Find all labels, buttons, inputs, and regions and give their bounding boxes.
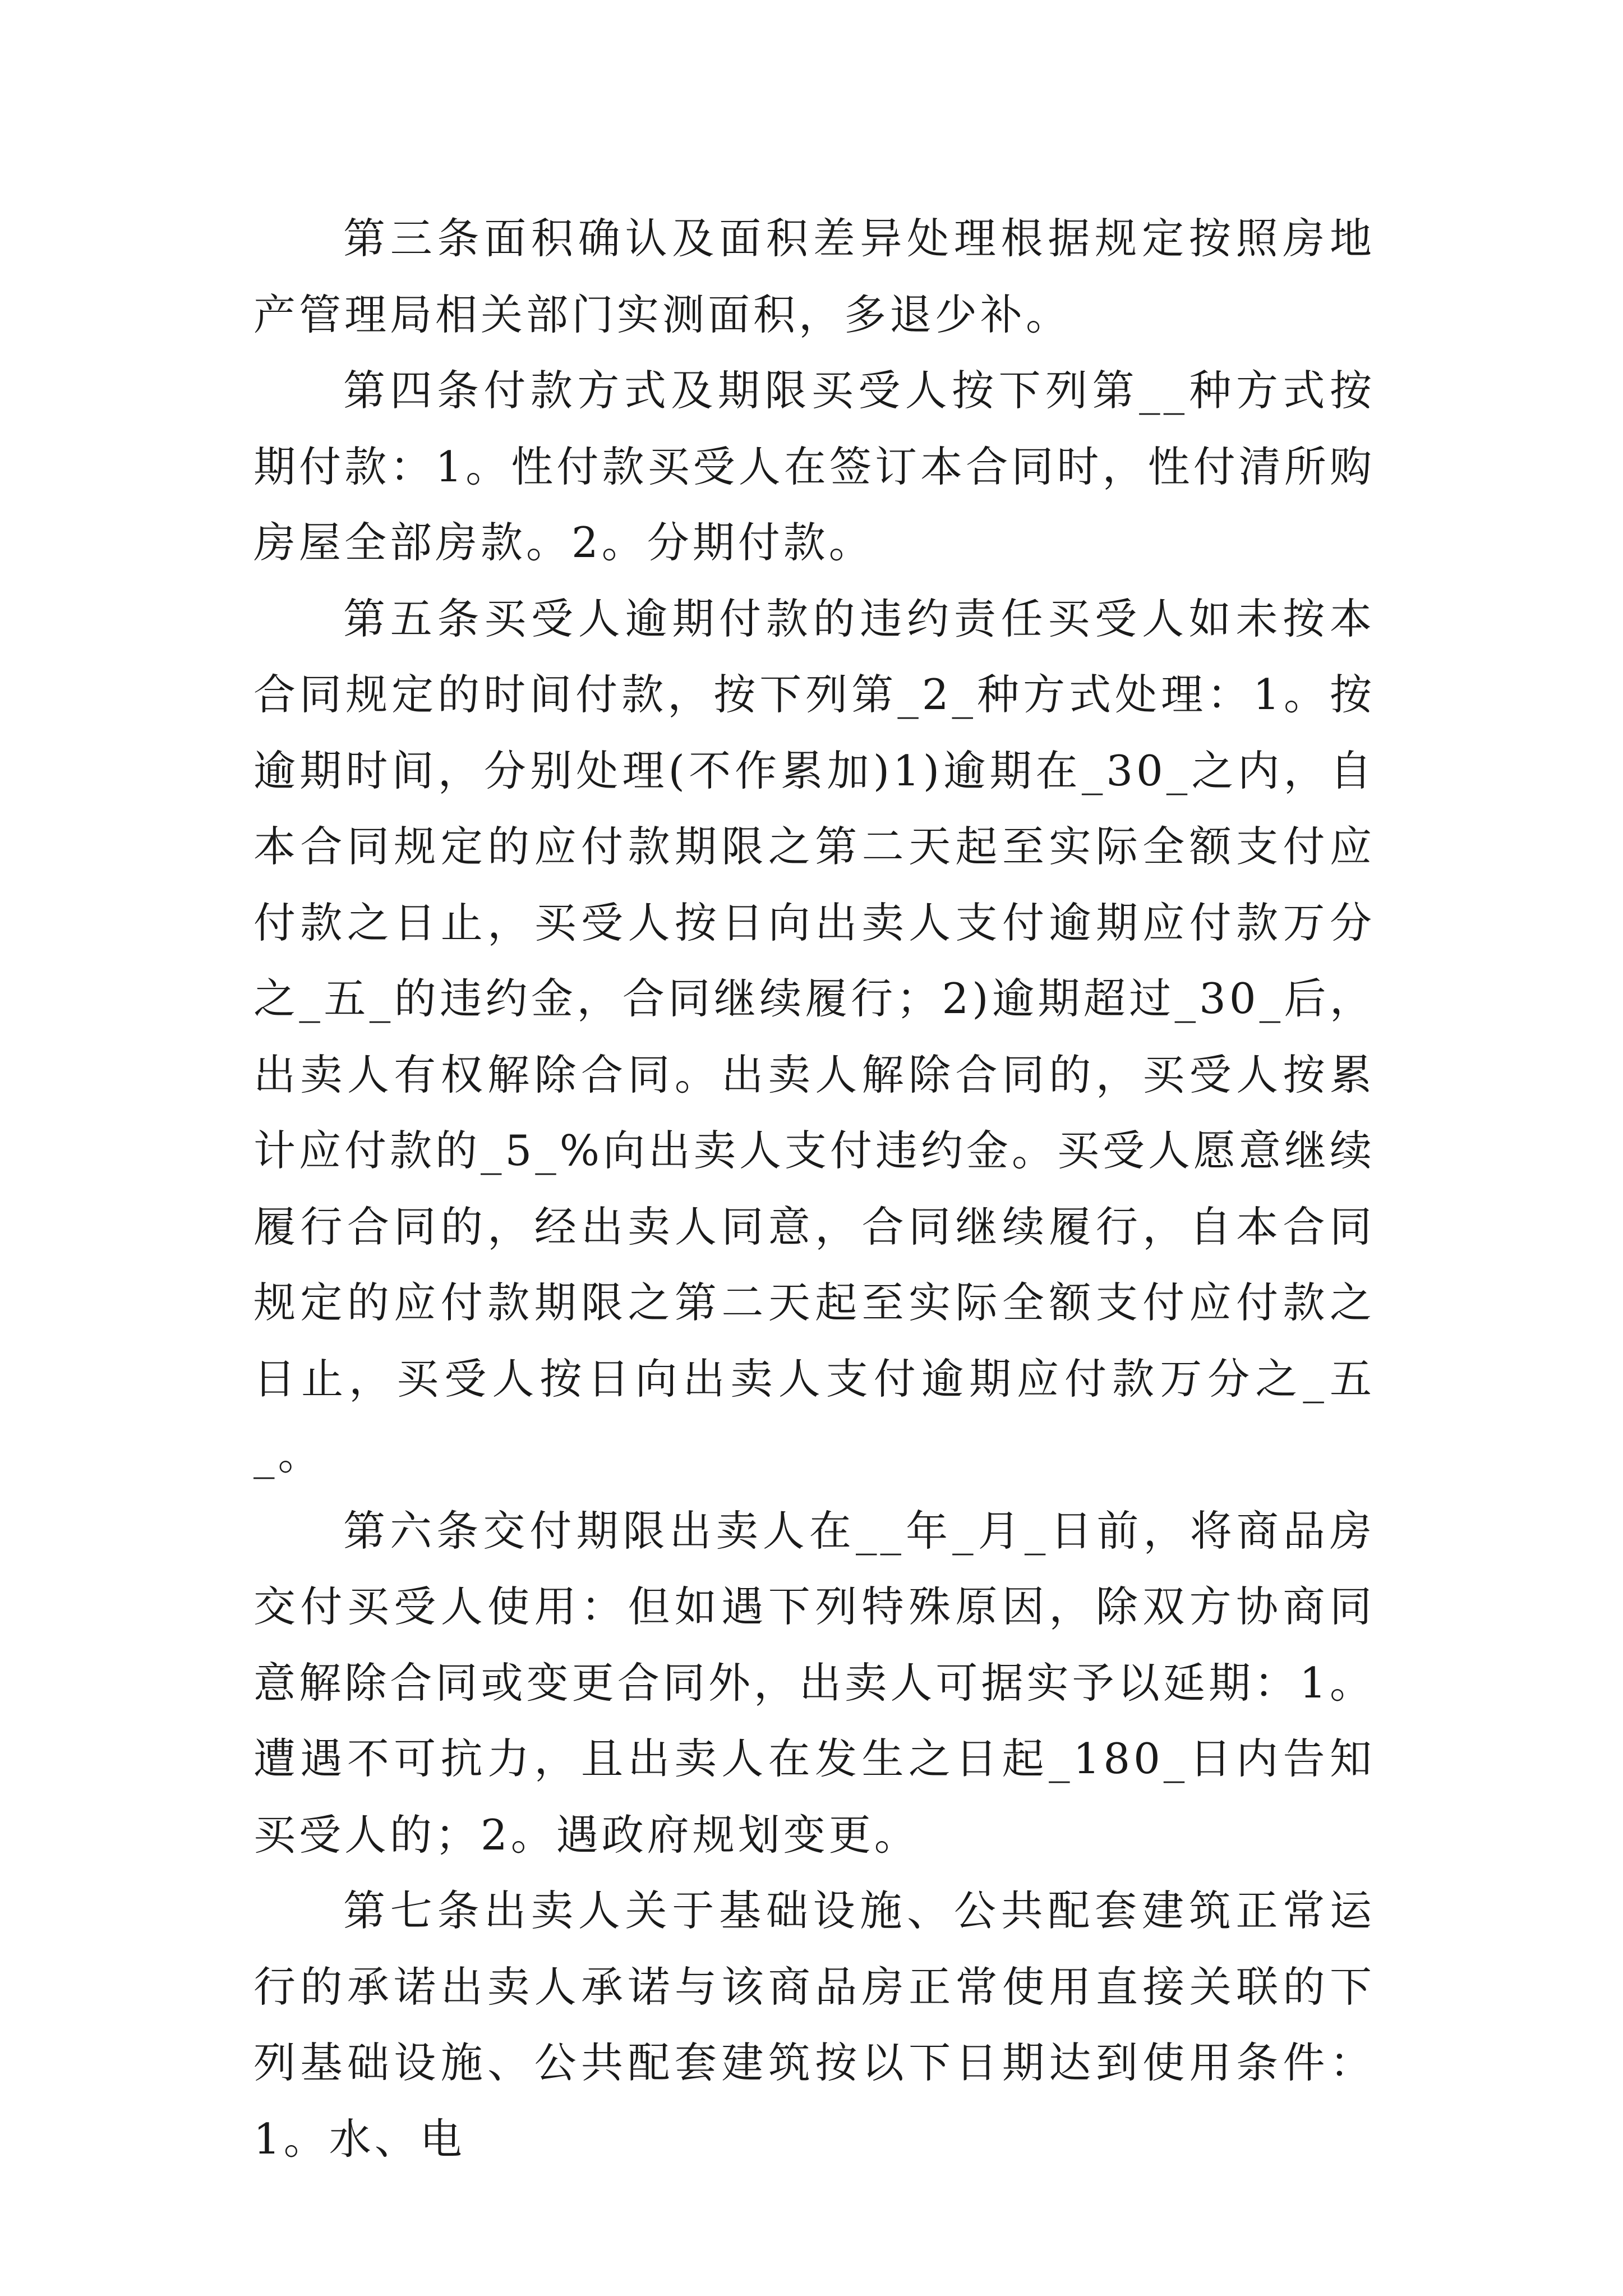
- paragraph-article-3: 第三条面积确认及面积差异处理根据规定按照房地产管理局相关部门实测面积，多退少补。: [253, 214, 1375, 339]
- contract-text: [253, 201, 1375, 2177]
- paragraph-article-4: 第四条付款方式及期限买受人按下列第__种方式按期付款：1。性付款买受人在签订本合同时，性付清所购房屋全部房款。2。分期付款。: [253, 366, 1375, 567]
- paragraph-article-5: 第五条买受人逾期付款的违约责任买受人如未按本合同规定的时间付款，按下列第_2_种方式处理：1。按逾期时间，分别处理(不作累加)1)逾期在_30_之内，自本合同规定的应付款期限之第二天起至实际全额支付应付款之日止，买受人按日向出卖人支付逾期应付款万分之_五_的违约金，合同继续履行；2)逾期超过_30_后，出卖人有权解除合同。出卖人解除合同的，买受人按累计应付款的_5_%向出卖人支付违约金。买受人愿意继续履行合同的，经出卖人同意，合同继续履行，自本合同规定的应付款期限之第二天起至实际全额支付应付款之日止，买受人按日向出卖人支付逾期应付款万分之_五_。: [253, 593, 1375, 1479]
- paragraph-article-7: 第七条出卖人关于基础设施、公共配套建筑正常运行的承诺出卖人承诺与该商品房正常使用直接关联的下列基础设施、公共配套建筑按以下日期达到使用条件：1。水、电: [253, 1886, 1375, 2164]
- paragraph-article-6: 第六条交付期限出卖人在__年_月_日前，将商品房交付买受人使用：但如遇下列特殊原因，除双方协商同意解除合同或变更合同外，出卖人可据实予以延期：1。遭遇不可抗力，且出卖人在发生之日起_180_日内告知买受人的；2。遇政府规划变更。: [253, 1506, 1375, 1860]
